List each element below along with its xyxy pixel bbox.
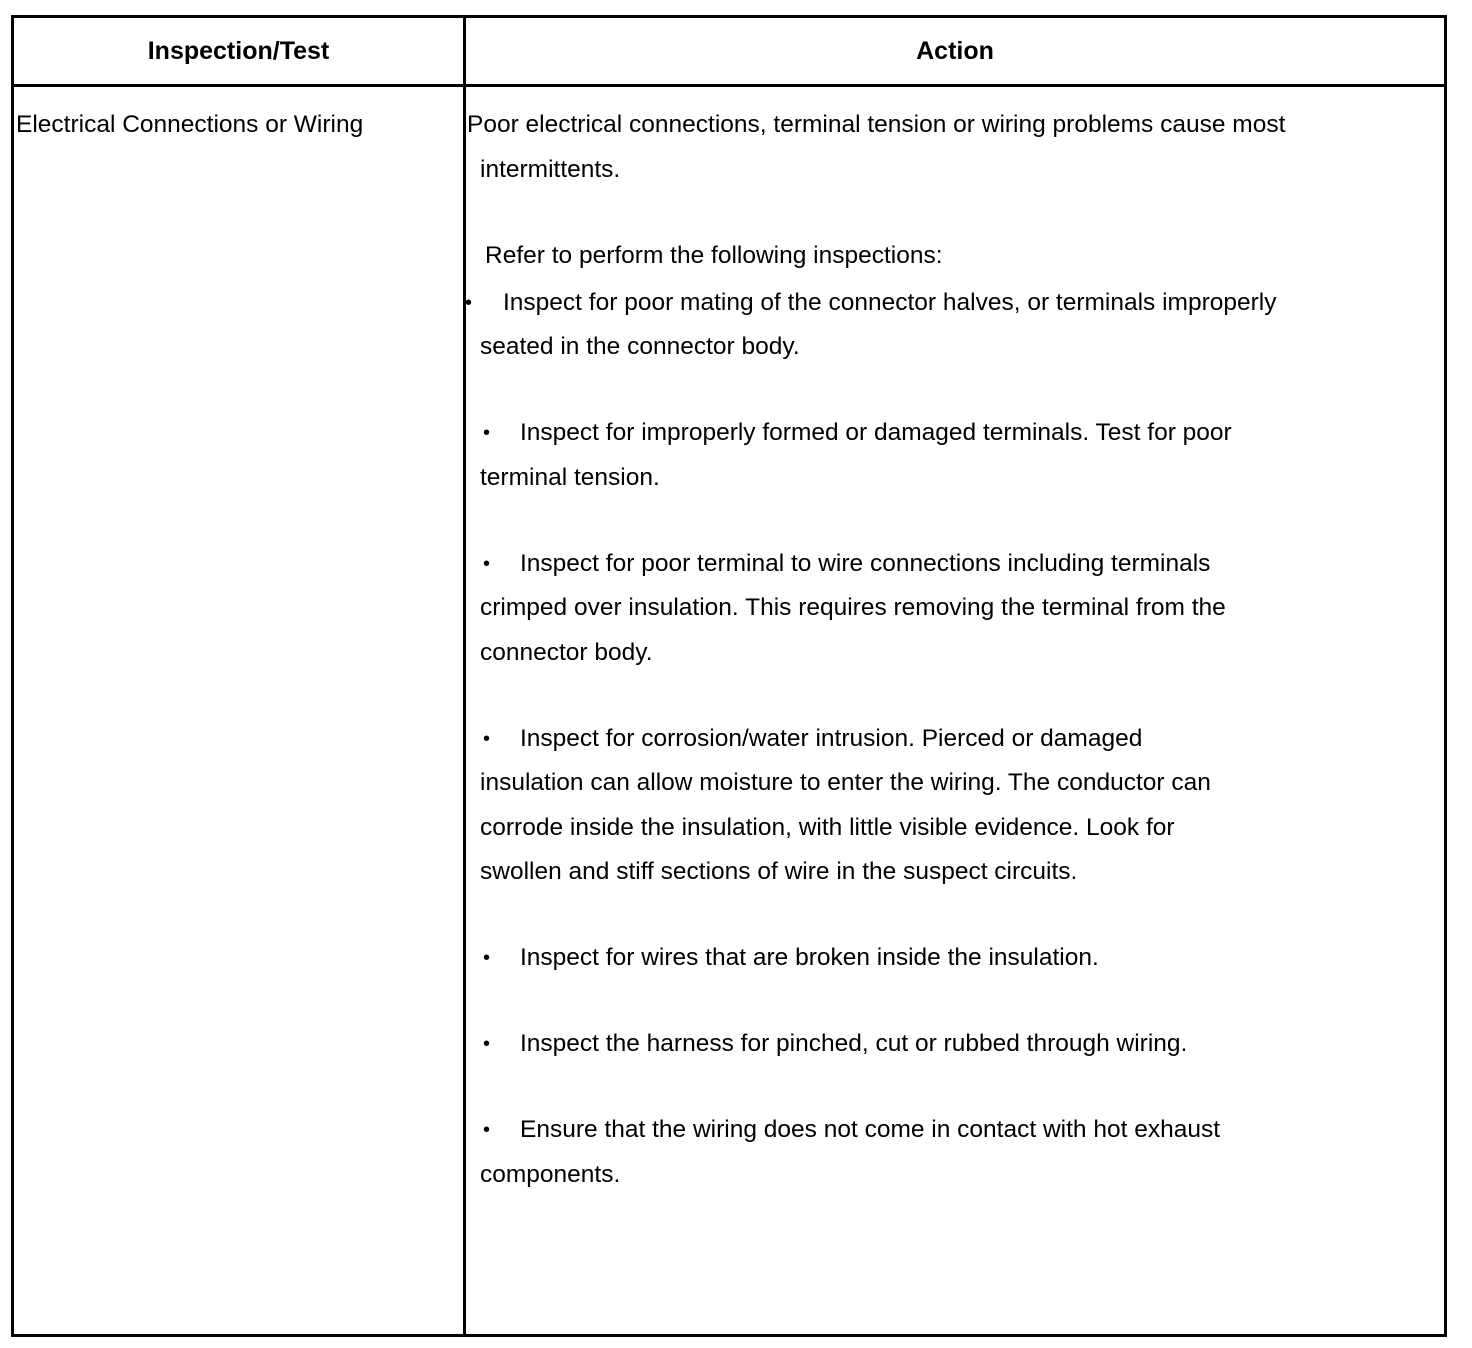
- action-item-4-line-4: swollen and stiff sections of wire in the suspect circuits.: [480, 858, 1078, 885]
- action-item-7-line-2: components.: [480, 1161, 621, 1188]
- action-item-3-line-1: Inspect for poor terminal to wire connections including terminals: [520, 550, 1211, 577]
- bullet-icon: •: [483, 1119, 491, 1141]
- action-item-7-line-1: Ensure that the wiring does not come in contact with hot exhaust: [520, 1116, 1221, 1143]
- bullet-icon: •: [483, 553, 491, 575]
- bullet-icon: •: [483, 728, 491, 750]
- action-intro-line2: intermittents.: [480, 156, 621, 183]
- action-intro-line1: Poor electrical connections, terminal tension or wiring problems cause most: [467, 111, 1286, 138]
- header-divider: [14, 84, 1444, 87]
- bullet-icon: •: [483, 1033, 491, 1055]
- action-item-6-line-1: Inspect the harness for pinched, cut or rubbed through wiring.: [520, 1030, 1188, 1057]
- action-item-4-line-1: Inspect for corrosion/water intrusion. Pierced or damaged: [520, 725, 1143, 752]
- action-item-1-line-1: Inspect for poor mating of the connector halves, or terminals improperly: [503, 289, 1277, 316]
- action-item-4-line-2: insulation can allow moisture to enter the wiring. The conductor can: [480, 769, 1211, 796]
- header-action: Action: [916, 37, 994, 65]
- action-item-2-line-2: terminal tension.: [480, 464, 660, 491]
- bullet-icon: •: [483, 947, 491, 969]
- inspection-table: [11, 15, 1447, 1337]
- header-inspection-test: Inspection/Test: [147, 37, 330, 65]
- bullet-icon: •: [483, 422, 491, 444]
- action-item-2-line-1: Inspect for improperly formed or damaged terminals. Test for poor: [520, 419, 1232, 446]
- inspection-cell: Electrical Connections or Wiring: [16, 111, 364, 138]
- action-refer-text: Refer to perform the following inspections:: [485, 242, 943, 269]
- action-item-1-line-2: seated in the connector body.: [480, 333, 800, 360]
- action-item-3-line-2: crimped over insulation. This requires removing the terminal from the: [480, 594, 1226, 621]
- action-item-5-line-1: Inspect for wires that are broken inside the insulation.: [520, 944, 1099, 971]
- action-item-4-line-3: corrode inside the insulation, with little visible evidence. Look for: [480, 814, 1175, 841]
- column-divider: [463, 18, 466, 1334]
- bullet-icon: •: [465, 292, 473, 314]
- action-item-3-line-3: connector body.: [480, 639, 653, 666]
